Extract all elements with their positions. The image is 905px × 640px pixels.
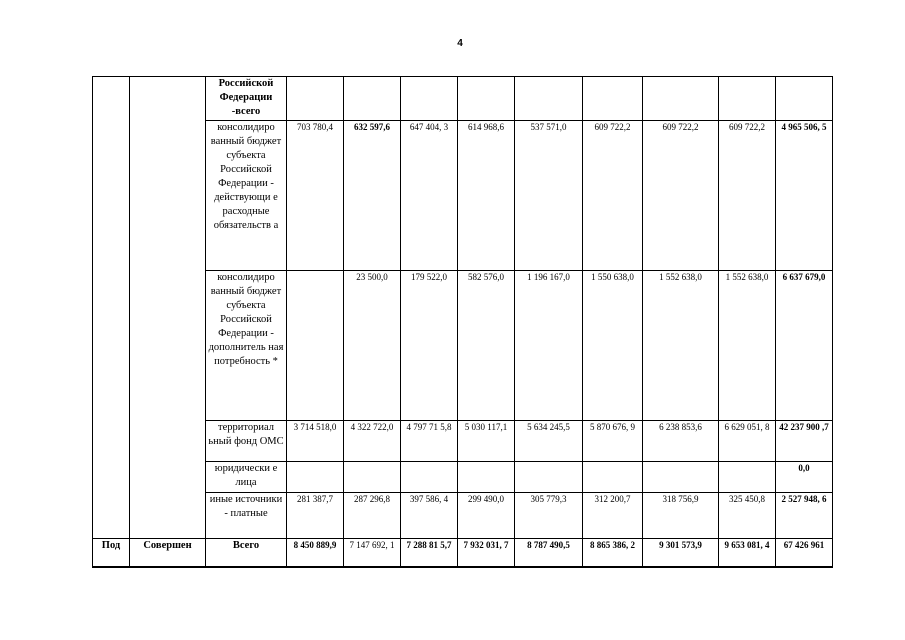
page-number: 4	[457, 38, 463, 49]
year-value-cell: 614 968,6	[458, 121, 515, 271]
year-value-cell: 703 780,4	[287, 121, 344, 271]
year-value-cell	[643, 77, 719, 121]
source-label: юридически е лица	[206, 462, 287, 493]
year-value-cell	[719, 77, 776, 121]
year-value-cell: 1 552 638,0	[643, 271, 719, 421]
source-label: территориал ьный фонд ОМС	[206, 421, 287, 462]
year-value-cell: 5 634 245,5	[515, 421, 583, 462]
year-value-cell	[344, 462, 401, 493]
year-value-cell: 23 500,0	[344, 271, 401, 421]
year-value-cell: 318 756,9	[643, 493, 719, 539]
year-value-cell: 1 196 167,0	[515, 271, 583, 421]
year-value-cell: 537 571,0	[515, 121, 583, 271]
year-value-cell: 1 552 638,0	[719, 271, 776, 421]
year-value-cell: 397 586, 4	[401, 493, 458, 539]
year-value-cell: 287 296,8	[344, 493, 401, 539]
year-value-cell	[515, 462, 583, 493]
total-cell: 0,0	[776, 462, 833, 493]
source-label: Российской Федерации -всего	[206, 77, 287, 121]
year-value-cell: 299 490,0	[458, 493, 515, 539]
year-value-cell	[458, 462, 515, 493]
year-value-cell: 632 597,6	[344, 121, 401, 271]
year-value-cell	[643, 462, 719, 493]
total-cell: 2 527 948, 6	[776, 493, 833, 539]
total-value-cell: 9 301 573,9	[643, 539, 719, 567]
year-value-cell: 4 797 71 5,8	[401, 421, 458, 462]
year-value-cell	[458, 77, 515, 121]
source-label: иные источники - платные	[206, 493, 287, 539]
year-value-cell: 647 404, 3	[401, 121, 458, 271]
total-value-cell: 9 653 081, 4	[719, 539, 776, 567]
year-value-cell: 6 629 051, 8	[719, 421, 776, 462]
total-cell: 4 965 506, 5	[776, 121, 833, 271]
year-value-cell	[719, 462, 776, 493]
table-body	[93, 77, 833, 567]
year-value-cell: 305 779,3	[515, 493, 583, 539]
year-value-cell: 6 238 853,6	[643, 421, 719, 462]
row-subgroup-cell	[130, 77, 206, 539]
year-value-cell	[287, 271, 344, 421]
year-value-cell: 4 322 722,0	[344, 421, 401, 462]
year-value-cell	[401, 462, 458, 493]
year-value-cell: 1 550 638,0	[583, 271, 643, 421]
year-value-cell	[287, 462, 344, 493]
row-group-cell	[93, 77, 130, 539]
total-value-cell: 7 932 031, 7	[458, 539, 515, 567]
year-value-cell: 179 522,0	[401, 271, 458, 421]
year-value-cell: 609 722,2	[719, 121, 776, 271]
total-cell	[776, 77, 833, 121]
year-value-cell: 609 722,2	[643, 121, 719, 271]
year-value-cell	[583, 462, 643, 493]
total-cell: 42 237 900 ,7	[776, 421, 833, 462]
budget-table	[92, 76, 833, 568]
year-value-cell: 3 714 518,0	[287, 421, 344, 462]
total-cell: 6 637 679,0	[776, 271, 833, 421]
total-value-cell: 8 865 386, 2	[583, 539, 643, 567]
total-value-cell: 8 787 490,5	[515, 539, 583, 567]
total-value-cell: 7 288 81 5,7	[401, 539, 458, 567]
total-value-cell: 7 147 692, 1	[344, 539, 401, 567]
source-label: консолидиро ванный бюджет субъекта Российской Федерации - дополнитель ная потребность *	[206, 271, 287, 421]
year-value-cell	[515, 77, 583, 121]
year-value-cell	[344, 77, 401, 121]
year-value-cell: 609 722,2	[583, 121, 643, 271]
year-value-cell: 312 200,7	[583, 493, 643, 539]
year-value-cell	[583, 77, 643, 121]
year-value-cell: 281 387,7	[287, 493, 344, 539]
year-value-cell: 325 450,8	[719, 493, 776, 539]
total-label: Всего	[206, 539, 287, 567]
total-row	[93, 539, 833, 567]
year-value-cell: 582 576,0	[458, 271, 515, 421]
section-cell: Под	[93, 539, 130, 567]
source-label: консолидиро ванный бюджет субъекта Российской Федерации - действующи е расходные обязательств а	[206, 121, 287, 271]
year-value-cell: 5 030 117,1	[458, 421, 515, 462]
year-value-cell: 5 870 676, 9	[583, 421, 643, 462]
year-value-cell	[401, 77, 458, 121]
total-value-cell: 8 450 889,9	[287, 539, 344, 567]
table-row	[93, 77, 833, 121]
year-value-cell	[287, 77, 344, 121]
measure-cell: Совершен	[130, 539, 206, 567]
grand-total-cell: 67 426 961	[776, 539, 833, 567]
